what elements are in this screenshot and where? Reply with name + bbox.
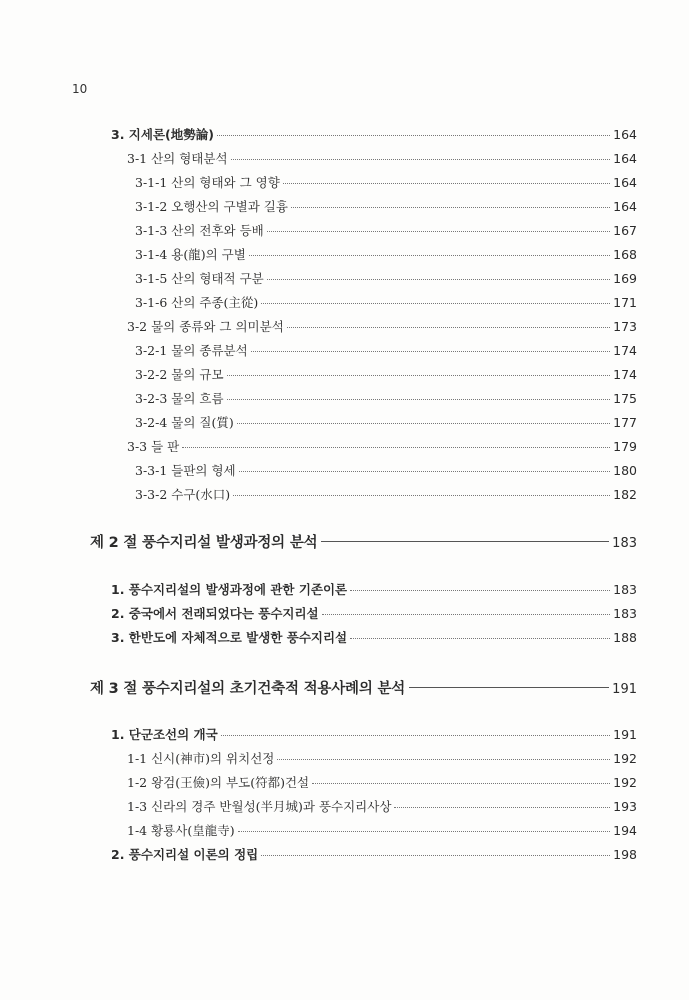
toc-entry-page: 180 [613,463,637,478]
toc-entry-title: 3-2-4 물의 질(質) [135,415,234,430]
toc-entry-title: 3-1-5 산의 형태적 구분 [135,271,264,286]
leader-dots [267,231,610,232]
leader-dots [277,759,610,760]
toc-entry-page: 177 [613,415,637,430]
toc-entry-page: 168 [613,247,637,262]
toc-entry-title: 1-2 왕검(王儉)의 부도(符都)건설 [127,775,310,790]
leader-dots [231,159,611,160]
leader-dots [291,207,610,208]
toc-entry [135,269,637,287]
leader-line [409,687,609,688]
leader-line [321,541,609,542]
toc-entry-page: 179 [613,439,637,454]
toc-entry-title: 2. 중국에서 전래되었다는 풍수지리설 [111,606,319,621]
toc-entry [111,725,637,743]
section-heading [90,677,637,698]
leader-dots [238,831,611,832]
toc-entry-title: 3-1-6 산의 주종(主從) [135,295,259,310]
toc-entry-page: 167 [613,223,637,238]
leader-dots [227,375,611,376]
toc-entry-page: 191 [613,727,637,742]
toc-entry-title: 3-1-4 용(龍)의 구별 [135,247,246,262]
toc-entry-title: 1-3 신라의 경주 반월성(半月城)과 풍수지리사상 [127,799,392,814]
leader-dots [394,807,610,808]
toc-entry-page: 173 [613,319,637,334]
toc-entry [127,317,637,335]
toc-entry [135,197,637,215]
toc-entry-page: 164 [613,199,637,214]
leader-dots [350,590,610,591]
toc-entry-page: 174 [613,367,637,382]
toc-entry-title: 1. 풍수지리설의 발생과정에 관한 기존이론 [111,582,348,597]
toc-entry [127,149,637,167]
toc-entry [127,797,637,815]
toc-entry [111,604,637,622]
toc-entry-page: 164 [613,175,637,190]
toc-entry-title: 3-2 물의 종류와 그 의미분석 [127,319,284,334]
leader-dots [237,423,610,424]
toc-entry [127,437,637,455]
leader-dots [221,735,610,736]
toc-entry [135,341,637,359]
toc-entry [135,461,637,479]
toc-entry [111,125,637,143]
leader-dots [233,495,610,496]
page-number: 10 [72,82,88,96]
toc-entry-title: 3-1-3 산의 전후와 등배 [135,223,264,238]
leader-dots [267,279,610,280]
toc-entry-title: 3-2-2 물의 규모 [135,367,224,382]
toc-entry-page: 192 [613,751,637,766]
leader-dots [261,303,610,304]
toc-entry [127,773,637,791]
toc-entry [135,365,637,383]
toc-entry-title: 3-3-1 들판의 형세 [135,463,236,478]
leader-dots [251,351,610,352]
toc-entry-title: 3-2-1 물의 종류분석 [135,343,248,358]
toc-entry-title: 1-4 황룡사(皇龍寺) [127,823,235,838]
toc-entry [127,821,637,839]
toc-entry-title: 3. 지세론(地勢論) [111,127,214,142]
leader-dots [322,614,611,615]
toc-entry-page: 164 [613,151,637,166]
toc-entry-page: 191 [612,682,637,697]
toc-entry-page: 188 [613,630,637,645]
toc-entry-page: 171 [613,295,637,310]
leader-dots [217,135,610,136]
toc-entry [135,485,637,503]
toc-entry-title: 3-1 산의 형태분석 [127,151,228,166]
leader-dots [249,255,610,256]
toc-entry-page: 182 [613,487,637,502]
toc-entry-page: 198 [613,847,637,862]
leader-dots [227,399,611,400]
toc-entry [127,749,637,767]
leader-dots [350,638,610,639]
leader-dots [283,183,610,184]
toc-entry [135,413,637,431]
toc-entry-title: 제 2 절 풍수지리설 발생과정의 분석 [90,535,318,551]
toc-entry-page: 193 [613,799,637,814]
toc-entry-title: 3-1-1 산의 형태와 그 영향 [135,175,280,190]
toc-entry [135,245,637,263]
toc-entry-page: 194 [613,823,637,838]
toc-entry-title: 3-1-2 오행산의 구별과 길흉 [135,199,288,214]
leader-dots [182,447,610,448]
toc-entry-title: 3-2-3 물의 흐름 [135,391,224,406]
toc-entry-page: 164 [613,127,637,142]
leader-dots [261,855,610,856]
toc-entry-page: 192 [613,775,637,790]
toc-entry-title: 3-3-2 수구(水口) [135,487,231,502]
leader-dots [239,471,611,472]
toc-entry-page: 175 [613,391,637,406]
toc-entry-title: 2. 풍수지리설 이론의 정립 [111,847,259,862]
toc-entry-page: 183 [612,536,637,551]
toc-entry-title: 3-3 들 판 [127,439,180,454]
toc-entry [111,580,637,598]
toc-entry-page: 183 [613,582,637,597]
toc-entry-page: 183 [613,606,637,621]
toc-entry [135,293,637,311]
toc-entry [135,389,637,407]
toc-entry-page: 174 [613,343,637,358]
toc-entry-title: 제 3 절 풍수지리설의 초기건축적 적용사례의 분석 [90,681,406,697]
toc-entry-title: 3. 한반도에 자체적으로 발생한 풍수지리설 [111,630,348,645]
leader-dots [287,327,610,328]
toc-entry [135,221,637,239]
leader-dots [312,783,610,784]
toc-entry-title: 1-1 신시(神市)의 위치선정 [127,751,275,766]
toc-entry [135,173,637,191]
toc-entry [111,845,637,863]
toc-entry-title: 1. 단군조선의 개국 [111,727,218,742]
section-heading [90,531,637,552]
toc-entry-page: 169 [613,271,637,286]
toc-entry [111,628,637,646]
